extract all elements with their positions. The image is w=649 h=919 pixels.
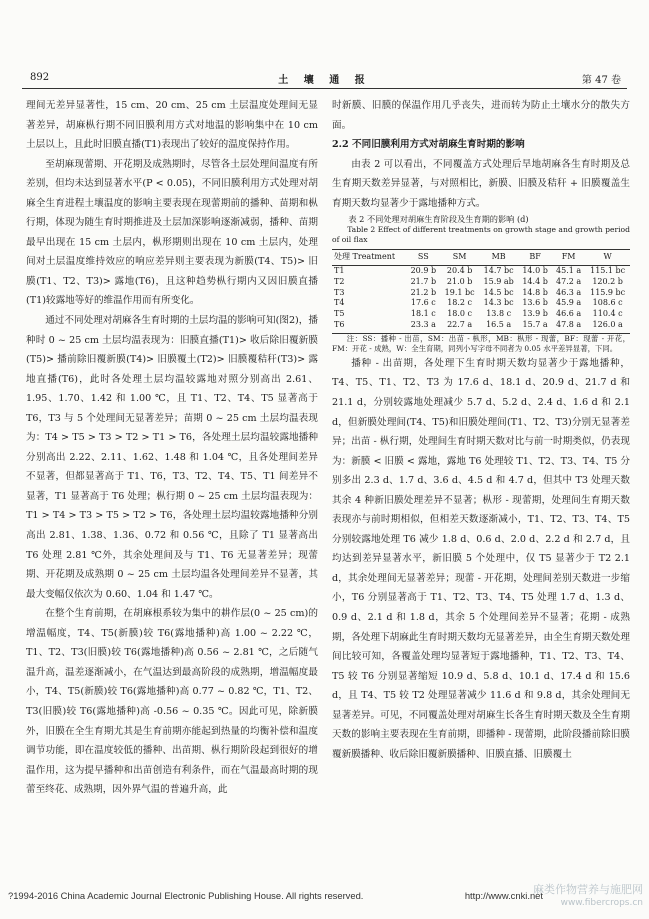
table-row — [332, 309, 630, 320]
table-cell: 20.4 b — [446, 266, 473, 276]
table-cell: 13.6 b — [522, 298, 548, 308]
paragraph: 播种 - 出苗期，各处理下生育时期天数均显著少于露地播种，T4、T5、T1、T2、T3 为 17.6 d、18.1 d、20.9 d、21.7 d 和 21.1 d，分别较露地处理减少 5.7 d、5.2 d、2.4 d、1.6 d 和 2.1 d，但新膜处理间(T4、T5)和旧膜处理间(T1、T2、T3)分别无显著差异；出苗 - 枞行期，处理间生育时期天数对比与前一时期类似，仍表现为：新膜 < 旧膜 < 露地，露地 T6 处理较 T1、T2、T3、T4、T5 分别多出 2.3 d、1.7 d、3.6 d、4.5 d 和 4.7 d，但其中 T3 处理天数其余 4 种新旧膜处理差异不显著；枞形 - 现蕾期，处理间生育期天数表现亦与前时期相似，但相差天数逐渐减小，T1、T2、T3、T4、T5 分别较露地处理 T6 减少 1.8 d、0.6 d、2.0 d、2.2 d 和 2.7 d，且均达到差异显著水平，新旧膜 5 个处理中，仅 T5 显著少于 T2 2.1 d，其余处理间无显著差异；现蕾 - 开花期，处理间差别天数进一步缩小，T6 分别显著高于 T1、T2、T3、T4、T5 处理 1.7 d、1.3 d、0.9 d、2.1 d 和 1.8 d，其余 5 个处理间差异不显著；花期 - 成熟期，各处理下胡麻此生育时期天数均无显著差异，由全生育期天数处理间比较可知，各覆盖处理均显著短于露地播种，T1、T2、T3、T4、T5 较 T6 分别显著缩短 10.9 d、5.8 d、10.1 d、17.4 d 和 15.6 d，且 T4、T5 较 T2 处理显著减少 11.6 d 和 9.8 d，其余处理间无显著差异。可见，不同覆盖处理对胡麻生长各生育时期天数及全生育期天数的影响主要表现在生育前期，即播种 - 现蕾期，此阶段播前除旧膜覆新膜播种、收后除旧覆新膜播种、旧膜直播、旧膜覆土 — [332, 357, 630, 760]
table-row — [332, 288, 630, 299]
table-header-cell: SM — [440, 250, 479, 266]
table-row — [332, 298, 630, 309]
paragraph: 理间无差异显著性，15 cm、20 cm、25 cm 土层温度处理间无显著差异，胡麻枞行期不同旧膜利用方式对地温的影响集中在 10 cm 土层以上，且此时旧膜直播(T1)表现出了较好的温度保持作用。 — [26, 100, 318, 151]
table-cell: 45.9 a — [556, 298, 582, 308]
table-note: 注：SS：播种 - 出苗，SM：出苗 - 枞形，MB：枞形 - 现蕾，BF：现蕾 - 开花，FM：开花 - 成熟，W：全生育期，同列小写字母不同者为 0.05 水平差异显著，下同。 — [332, 333, 630, 353]
table-row — [332, 266, 630, 277]
table-cell: 14.4 b — [522, 276, 548, 286]
table-cell: 46.6 a — [556, 309, 582, 319]
table-cell: 21.2 b — [410, 287, 437, 297]
paragraph: 由表 2 可以看出，不同覆盖方式处理后旱地胡麻各生育时期及总生育期天数差异显著，与对照相比，新膜、旧膜及秸秆 + 旧膜覆盖生育期天数均显著少于露地播种方式。 — [332, 158, 630, 209]
table-cell: T3 — [334, 287, 345, 297]
table-cell: 15.7 a — [518, 320, 552, 333]
table-cell: 13.8 c — [486, 309, 512, 319]
copyright-text: ?1994-2016 China Academic Journal Electronic Publishing House. All rights reserved. — [8, 890, 364, 901]
volume-label: 第 47 卷 — [581, 75, 621, 86]
journal-title: 土 壤 通 报 — [278, 75, 371, 86]
table-cell: 14.8 b — [522, 287, 548, 297]
table-cell: 22.7 a — [440, 320, 479, 333]
paragraph: 通过不同处理对胡麻各生育时期的土层均温的影响可知(图2)，播种时 0 ~ 25 cm 土层均温表现为：旧膜直播(T1)> 收后除旧覆新膜(T5)> 播前除旧覆新膜(T4)> 旧膜覆土(T2)> 旧膜覆秸秆(T3)> 露地直播(T6)，此时各处理土层均温较露地对照分别高出 2.61、1.95、1.70、1.42 和 1.00 ℃，且 T1、T2、T4、T5 显著高于 T6，T3 与 5 个处理间无显著差异；苗期 0 ~ 25 cm 土层均温表现为：T4 > T5 > T3 > T2 > T1 > T6，各处理土层均温较露地播种分别高出 2.22、2.11、1.62、1.48 和 1.04 ℃，且各处理间差异不显著，但都显著高于 T1、T6，T3、T2、T4、T5、T1 间差异不显著，T1 显著高于 T6 处理；枞行期 0 ~ 25 cm 土层均温表现为：T1 > T4 > T3 > T5 > T2 > T6，各处理土层均温较露地播种分别高出 2.81、1.38、1.36、0.72 和 0.56 ℃，且除了 T1 显著高出 T6 处理 2.81 ℃外，其余处理间及与 T1、T6 无显著差异；现蕾期、开花期及成熟期 0 ~ 25 cm 土层均温各处理间差异不显著，其最大变幅仅依次为 0.60、1.04 和 1.47 ℃。 — [26, 315, 318, 600]
table-header-cell: 处理 Treatment — [332, 250, 406, 266]
table-caption-en: Table 2 Effect of different treatments on growth stage and growth period of oil flax — [332, 225, 630, 245]
table-cell: 21.7 b — [410, 276, 437, 286]
table-cell: 14.5 bc — [483, 287, 514, 297]
table-cell: 45.1 a — [556, 266, 582, 276]
table-row — [332, 277, 630, 288]
table-cell: 18.2 c — [447, 298, 473, 308]
table-cell: 126.0 a — [585, 320, 630, 333]
table-cell: 13.9 b — [522, 309, 548, 319]
section-heading: 2.2 不同旧膜利用方式对胡麻生育时期的影响 — [332, 139, 525, 151]
paragraph: 在整个生育前期，在胡麻根系较为集中的耕作层(0 ~ 25 cm)的增温幅度，T4、T5(新膜)较 T6(露地播种)高 1.00 ~ 2.22 ℃，T1、T2、T3(旧膜)较 T6(露地播种)高 0.56 ~ 2.81 ℃，之后随气温升高，温差逐渐减小，在气温达到最高阶段的成熟期，增温幅度最小，T4、T5(新膜)较 T6(露地播种)高 0.77 ~ 0.82 ℃，T1、T2、T3(旧膜)较 T6(露地播种)高 -0.56 ~ 0.35 ℃。因此可见，除新膜外，旧膜在全生育期尤其是生育前期亦能起到热量的均衡补偿和温度调节功能，即在温度较低的播种、出苗期、枞行期阶段起到很好的增温作用，这为提早播种和出苗创造有利条件，而在气温最高时期的现蕾至终花、成熟期，因外界气温的普遍升高，此 — [26, 608, 318, 796]
table-cell: T2 — [334, 276, 345, 286]
table-cell: 14.0 b — [522, 266, 548, 276]
table-cell: 115.1 bc — [590, 266, 626, 276]
table-header-cell: MB — [479, 250, 518, 266]
table-cell: 21.0 b — [446, 276, 473, 286]
table-cell: 14.7 bc — [483, 266, 514, 276]
table-cell: T5 — [334, 309, 345, 319]
table-cell: 16.5 a — [479, 320, 518, 333]
table-cell: 115.9 bc — [590, 287, 626, 297]
table-row — [332, 320, 630, 333]
table-cell: 15.9 ab — [483, 276, 514, 286]
table-cell: 18.1 c — [410, 309, 436, 319]
paragraph: 时新膜、旧膜的保温作用几乎丧失，进而转为防止土壤水分的散失方面。 — [332, 100, 630, 131]
right-column — [332, 96, 630, 764]
table-cell: 120.2 b — [592, 276, 623, 286]
table-header-cell: SS — [406, 250, 440, 266]
paragraph: 至胡麻现蕾期、开花期及成熟期时，尽管各土层处理间温度有所差别，但均未达到显著水平(P < 0.05)，不同旧膜利用方式处理对胡麻全生育进程土壤温度的影响主要表现在现蕾期前的播种、苗期和枞行期，体现为随生育时期推进及土层加深影响逐渐减弱，播种、苗期最早出现在 15 cm 土层内，枞形期则出现在 10 cm 土层内，处理间对土层温度维持效应的响应差异则主要表现为新膜(T4、T5)> 旧膜(T1、T2、T3)> 露地(T6)，且这种趋势枞行期内又因旧膜直播(T1)较露地等好的维温作用而有所变化。 — [26, 158, 318, 307]
table-cell: 110.4 c — [592, 309, 623, 319]
running-header — [22, 70, 627, 88]
table-cell: 47.2 a — [556, 276, 582, 286]
page-number: 892 — [30, 72, 50, 83]
table-cell: T4 — [334, 298, 345, 308]
table-cell: T6 — [332, 320, 406, 333]
data-table — [332, 249, 630, 334]
header-rule — [22, 88, 627, 89]
table-cell: 18.0 c — [447, 309, 473, 319]
table-cell: 17.6 c — [410, 298, 436, 308]
table-header-cell: FM — [552, 250, 585, 266]
left-column — [26, 96, 318, 800]
watermark — [533, 883, 643, 913]
table-header-row — [332, 250, 630, 266]
watermark-title: 麻类作物营养与施肥网 — [533, 883, 643, 896]
watermark-url: www.fibercrops.cn — [560, 898, 643, 908]
table-cell: 47.8 a — [552, 320, 585, 333]
table-cell: T1 — [334, 266, 345, 276]
table-cell: 19.1 bc — [444, 287, 475, 297]
footer-link[interactable]: http://www.cnki.net — [464, 890, 543, 901]
table-cell: 20.9 b — [410, 266, 437, 276]
table-header-cell: W — [585, 250, 630, 266]
table-cell: 46.3 a — [556, 287, 582, 297]
table-header-cell: BF — [518, 250, 552, 266]
table-caption-cn: 表 2 不同处理对胡麻生育阶段及生育期的影响 (d) — [348, 214, 529, 225]
table-cell: 108.6 c — [592, 298, 623, 308]
table-cell: 23.3 a — [406, 320, 440, 333]
table-cell: 14.3 bc — [483, 298, 514, 308]
